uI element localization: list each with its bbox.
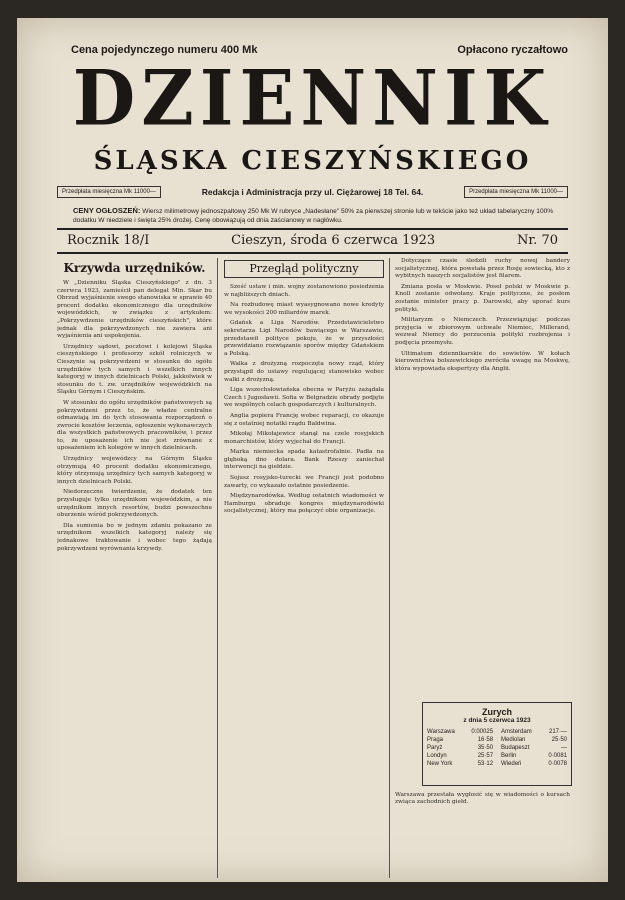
paid-label: Opłacono ryczałtowo (457, 44, 568, 56)
exchange-cell: 217·— (548, 729, 567, 735)
paragraph: Mikołaj Mikołajewicz stanął na czele rosyjskich monarchistów, który wyjechał do Francji. (224, 431, 384, 445)
exchange-cell: 0·0078 (548, 761, 567, 767)
masthead-subtitle: ŚLĄSKA CIESZYŃSKIEGO (93, 146, 532, 176)
paragraph: Międzynarodówka. Według ostatnich wiadomości w Hamburgu obraduje kongres międzynarodówki socjalistycznej, który ma połączyć obie organizacje. (224, 493, 384, 515)
exchange-row (423, 760, 571, 768)
newspaper-page (17, 18, 608, 882)
subscription-right: Przedpłata miesięczna Mk 11000— (464, 186, 568, 198)
paragraph: W stosunku do ogółu urzędników państwowych są pokrzywdzeni przez to, że władze centralne odmawiają im do tych stosowania rozporządzeń o zwrocie kosztów leczenia, ogłoszenie wykonawczych dla wszystkich państwowych pracowników, i przez to, że uposażenie ich nie jest zrównane z uposażeniem ich kolegów w innych dzielnicach. (57, 399, 212, 452)
exchange-cell: 0:00025 (471, 729, 494, 735)
main-article-title: Krzywda urzędników. (63, 261, 206, 275)
paragraph: Liga wszechsłowiańska obecna w Paryżu zażądała Czech i Jugosławii. Sofia w Belgradzie obrady podjęte we wspólnych celach gospodarczych i kulturalnych. (224, 387, 384, 409)
paragraph: Dla sumienia bo w jednym zdaniu pokazano ze urzędnikom wszelkich kategoryj należy się jednakowe traktowanie i wobec tego żądają pokrzywdzeni wyrównania krzywdy. (57, 522, 212, 552)
exchange-cell: 16·58 (477, 737, 494, 743)
paragraph: W „Dzienniku Śląska Cieszyńskiego" z dn. 3 czerwca 1923, zamieścił pan delegat Min. Skar bu Obrzud wyjaśnienie swego stanowiska w sprawie 40 procent dodatku ekonomicznego dla urzędników wojewódzkich, w związku z artykułem: „Pokrzywdzenie urzędników cieszyńskich", które jednak dla pokrzywdzonych nie zawiera ani wyjaśnienia ani uspokojenia. (57, 280, 212, 340)
paragraph: Militaryzm o Niemczech. Przezwiązując podczas przyjęcia w zbiorowym uchwale Niemiec, Millerand, wezwał Niemcy do porzucenia polityki rozbrojenia i podjęcia przemysłu. (395, 317, 570, 346)
paragraph: Sześć ustaw i min. wojny zostanowiono posiedzenia w najbliższych dniach. (224, 284, 384, 298)
paragraph: Ultimatum dziennikarskie do sowietów. W kołach kierownictwa bolszewickiego zwróciła uwagę na Moskwę, która wypowiada ekspertyzy dla Anglii. (395, 350, 570, 372)
date-row (67, 233, 558, 248)
paragraph: Marka niemiecka spada katastrofalnie. Padła na głęboką dno dolara. Bank Rzeszy zaniechał interwencji na giełdzie. (224, 449, 384, 471)
subscription-left: Przedpłata miesięczna Mk 11000— (57, 186, 161, 198)
issue-date: Cieszyn, środa 6 czerwca 1923 (231, 233, 436, 248)
paragraph: Niedorzeczne twierdzenie, że dodatek ten przysługuje tylko urzędnikom wojewódzkim, a nie urzędnikom innych resortów, budzi powszechne oburzenie wśród pokrzywdzonych. (57, 489, 212, 519)
exchange-cell: Budapeszt (501, 745, 530, 751)
volume-label: Rocznik 18/I (67, 233, 150, 248)
exchange-cell: 25·57 (477, 753, 494, 759)
zurych-title: Zurych (481, 707, 512, 717)
ad-prices-text: Wiersz milimetrowy jednoszpaltowy 250 Mk W rubryce „Nadesłane" 50% za pierwszej stronie lub w tekście jako też układ tabelaryczny 100% dodatku W niedziele i święta 25% drożej. Cenę obowiązują od dnia zaścianowy w nagłówku. (73, 208, 554, 224)
masthead-title: DZIENNIK (72, 52, 553, 143)
paragraph: Dotyczące czasie śledzili ruchy nowej bandery socjalistycznej, która powstała przez Rosję sowiecką, kto z wybitnych naszych socjalistów jest filarem. (395, 258, 570, 280)
issue-number: Nr. 70 (517, 233, 558, 248)
exchange-cell: Mediolan (501, 737, 526, 743)
exchange-cell: Berlin (501, 753, 517, 759)
exchange-cell: 53·12 (477, 761, 494, 767)
info-row (57, 186, 568, 198)
editorial-address: Redakcja i Administracja przy ul. Ciężarowej 18 Tel. 64. (201, 187, 424, 197)
exchange-cell: Londyn (427, 753, 447, 759)
column-news (395, 258, 570, 698)
exchange-cell: New York (427, 761, 453, 767)
exchange-row (423, 736, 571, 744)
paragraph: Gdańsk a Liga Narodów. Przedstawicielstwo sekretarza Ligi Narodów bawiącego w Warszawie, przedstawił polityce pokoju, że w przyszłości przewidziano rozwiązanie sporów między Gdańskiem a Polską. (224, 320, 384, 357)
column-political-review (224, 258, 384, 873)
zurych-subtitle: z dnia 5 czerwca 1923 (463, 717, 531, 724)
exchange-cell: 25·50 (551, 737, 567, 743)
exchange-row (423, 728, 571, 736)
paragraph: Zmiana posła w Moskwie. Poseł polski w Moskwie p. Knoll zostanie odwołany. Kraje polityczne, że posłem zostanie minister pracy p. Darowski, aby uporać kurs polityki. (395, 283, 570, 313)
price-label: Cena pojedynczego numeru 400 Mk (71, 44, 258, 56)
header-rule-bottom (57, 252, 568, 254)
column-divider (389, 258, 390, 878)
paragraph: Anglia popiera Francję wobec reparacji, co okazuje się z ostatniej notatki rządu Baldwina. (224, 412, 384, 427)
paragraph: Walka z drożyzną rozpoczęta nowy rząd, który przystąpił do ustawy regulującej stanowisko wobec walki z drożyzną. (224, 361, 384, 383)
column-divider (217, 258, 218, 878)
column-news-tail (395, 786, 570, 876)
ad-prices (73, 206, 568, 225)
paragraph: Na rozbudowę miast wyasygnowano nowe kredyty we wysokości 200 miliardów marek. (224, 302, 384, 316)
paragraph: Warszawa przestała wygłosić się w wiadomości o kursach zwiąca zachodnich giełd. (395, 791, 570, 806)
paragraph: Sojusz rosyjsko-turecki we Francji jest podobno zawarty, co wykazało ostatnie posiedzenie. (224, 475, 384, 489)
exchange-table (423, 728, 571, 768)
column-main-article (57, 258, 212, 873)
exchange-row (423, 752, 571, 760)
exchange-cell: Warszawa (427, 729, 455, 735)
paragraph: Urzędnicy wojewódzcy na Górnym Śląsku otrzymują 40 procent dodatku ekonomicznego, który otrzymują urzędnicy tych samych kategoryj w innych dzielnicach Polski. (57, 456, 212, 485)
exchange-cell: Wiedeń (501, 761, 522, 767)
exchange-cell: 35·50 (477, 745, 494, 751)
exchange-row (423, 744, 571, 752)
header-rule-top (57, 228, 568, 230)
exchange-cell: 0·0081 (548, 753, 567, 759)
paragraph: Urzędnicy sądowi, pocztowi i kolejowi Śląska cieszyńskiego i profesorzy szkół rolniczych w Cieszynie są pokrzywdzeni w stosunku do ogółu urzędników tych samych i wszelkich innych kategoryj w innych dzielnicach Polski, jakkolwiek w stosunku do t. zw. urzędników wojewódzkich na Śląsku Górnym i Cieszyńskim. (57, 343, 212, 396)
zurych-exchange-box (422, 702, 572, 786)
ad-prices-label: CENY OGŁOSZEŃ: (73, 206, 141, 215)
exchange-cell: — (561, 745, 567, 751)
exchange-cell: Praga (427, 737, 444, 743)
exchange-cell: Amsterdam (501, 729, 532, 735)
review-title: Przegląd polityczny (224, 260, 384, 278)
exchange-cell: Paryż (427, 745, 443, 751)
